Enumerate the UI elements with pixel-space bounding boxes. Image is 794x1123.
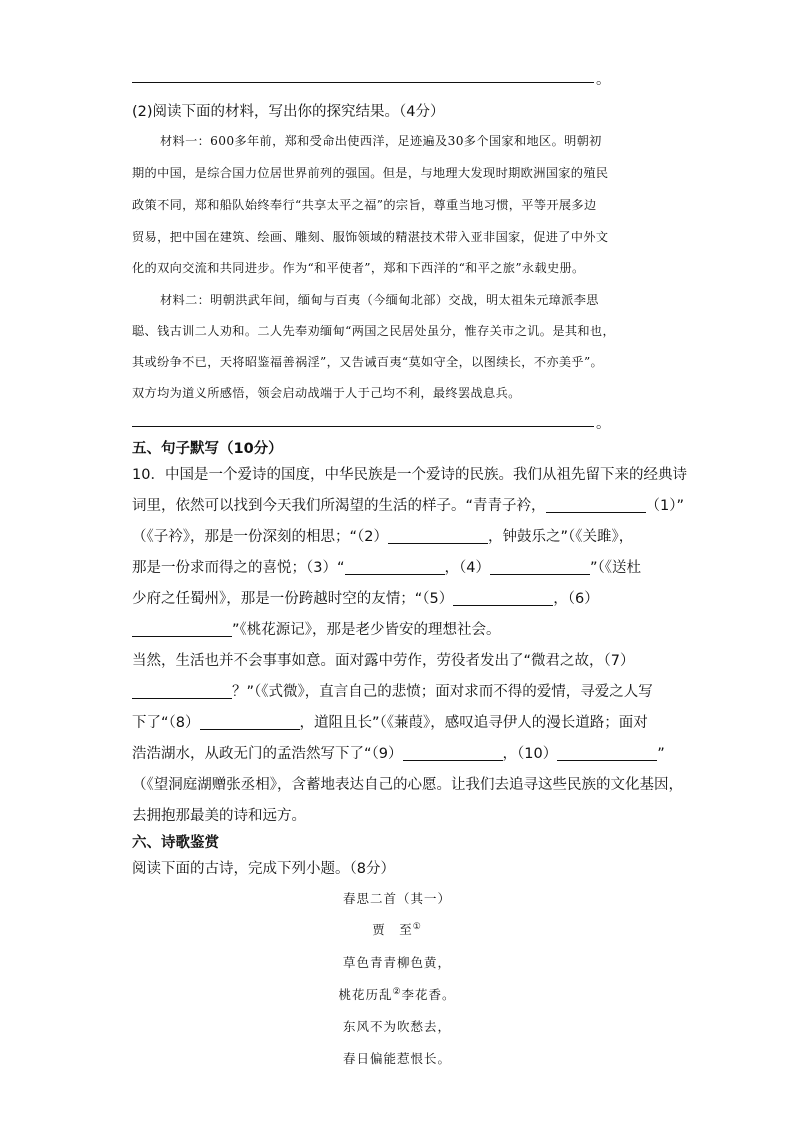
blank-10[interactable] — [557, 746, 657, 761]
poem-title: 春思二首（其一） — [342, 891, 451, 906]
q10-text: ”《桃花源记》，那是老少皆安的理想社会。 — [232, 622, 501, 638]
poem-line — [0, 985, 794, 1003]
blank-6[interactable] — [132, 622, 232, 637]
material2-line: 其或纷争不已，天将昭鉴福善祸淫”，又告诫百夷“莫如守全，以图续长，不亦美乎”。 — [132, 355, 604, 369]
q10-text: ，（4） — [444, 560, 490, 576]
q10-text: ” — [657, 746, 665, 762]
author-name: 贾 至 — [372, 922, 413, 937]
poem-instruction: 阅读下面的古诗，完成下列小题。（8分） — [132, 861, 395, 877]
q10-text: ，道阻且长”（《蒹葭》，感叹追寻伊人的漫长道路；面对 — [299, 715, 648, 731]
q10-text: ？”（《式微》，直言自己的悲愤；面对求而不得的爱情，寻爱之人写 — [232, 684, 653, 700]
material2-line: 双方均为道义所感悟，领会启动战端于人于己均不利，最终罢战息兵。 — [132, 386, 521, 400]
q10-line-3 — [132, 525, 633, 546]
q10-text: ，（10） — [502, 746, 558, 762]
poem-line: 春日偏能惹恨长。 — [342, 1051, 451, 1066]
q10-text: 那是一份求而得之的喜悦；（3）“ — [132, 560, 345, 576]
blank-9[interactable] — [403, 746, 503, 761]
q10-text: ”（《送杜 — [589, 560, 641, 576]
footnote-marker: ② — [392, 986, 402, 997]
section-6-heading: 六、诗歌鉴赏 — [132, 835, 219, 851]
section-5-heading: 五、句子默写（10分） — [132, 441, 283, 457]
blank-7[interactable] — [132, 684, 232, 699]
blank-1[interactable] — [546, 498, 646, 513]
q10-line-5 — [132, 587, 599, 608]
answer-period-1: 。 — [596, 72, 611, 88]
q10-line-12: 去拥抱那最美的诗和远方。 — [132, 808, 306, 824]
material1-line: 材料一：600多年前，郑和受命出使西洋，足迹遍及30多个国家和地区。明朝初 — [160, 134, 602, 148]
answer-period-2: 。 — [596, 416, 611, 432]
q10-intro-line: 10．中国是一个爱诗的国度，中华民族是一个爱诗的民族。我们从祖先留下来的经典诗 — [132, 467, 687, 483]
material1-line: 政策不同，郑和船队始终奉行“共享太平之福”的宗旨，尊重当地习惯，平等开展多边 — [132, 198, 597, 212]
q10-line-6 — [132, 618, 501, 639]
blank-2[interactable] — [388, 529, 488, 544]
material2-line: 材料二：明朝洪武年间，缅甸与百夷（今缅甸北部）交战，明太祖朱元璋派李思 — [160, 293, 599, 307]
q10-text: 浩浩湖水，从政无门的孟浩然写下了“（9） — [132, 746, 403, 762]
poem-line: 东风不为吹愁去， — [342, 1019, 451, 1034]
blank-3[interactable] — [345, 560, 445, 575]
q10-text: （《子衿》，那是一份深刻的相思；“（2） — [132, 529, 388, 545]
q10-text: 词里，依然可以找到今天我们所渴望的生活的样子。“青青子衿， — [132, 498, 546, 514]
blank-8[interactable] — [200, 715, 300, 730]
blank-5[interactable] — [453, 591, 553, 606]
poem-line: 草色青青柳色黄， — [342, 955, 451, 970]
footnote-marker: ① — [412, 921, 422, 932]
q10-line-4 — [132, 556, 641, 577]
material1-line: 化的双向交流和共同进步。作为“和平使者”，郑和下西洋的“和平之旅”永载史册。 — [132, 261, 585, 275]
question-2-prompt: (2)阅读下面的材料，写出你的探究结果。（4分） — [132, 104, 445, 120]
poem-text: 桃花历乱 — [338, 987, 393, 1002]
q10-line-10 — [132, 742, 665, 763]
poem-text: 李花香。 — [401, 987, 456, 1002]
q10-text: 下了“（8） — [132, 715, 200, 731]
poem-author — [0, 920, 794, 938]
q10-line-9 — [132, 711, 648, 732]
q10-text: 少府之任蜀州》，那是一份跨越时空的友情；“（5） — [132, 591, 454, 607]
q10-line-8 — [132, 680, 653, 701]
q10-text: ，（6） — [553, 591, 599, 607]
q10-line-11: （《望洞庭湖赠张丞相》，含蓄地表达自己的心愿。让我们去追寻这些民族的文化基因， — [132, 777, 683, 793]
material2-line: 聪、钱古训二人劝和。二人先奉劝缅甸“两国之民居处虽分，惟存关市之讥。是其和也， — [132, 324, 616, 338]
answer-line-1[interactable] — [132, 82, 594, 83]
q10-line-2 — [132, 494, 684, 515]
material1-line: 贸易，把中国在建筑、绘画、雕刻、服饰领域的精湛技术带入亚非国家，促进了中外文 — [132, 230, 609, 244]
material1-line: 期的中国，是综合国力位居世界前列的强国。但是，与地理大发现时期欧洲国家的殖民 — [132, 166, 609, 180]
q10-text: （1）” — [645, 498, 685, 514]
answer-line-2[interactable] — [132, 426, 594, 427]
q10-text: ，钟鼓乐之”（《关雎》， — [488, 529, 634, 545]
q10-line-7: 当然，生活也并不会事事如意。面对露中劳作，劳役者发出了“微君之故，（7） — [132, 653, 635, 669]
blank-4[interactable] — [490, 560, 590, 575]
